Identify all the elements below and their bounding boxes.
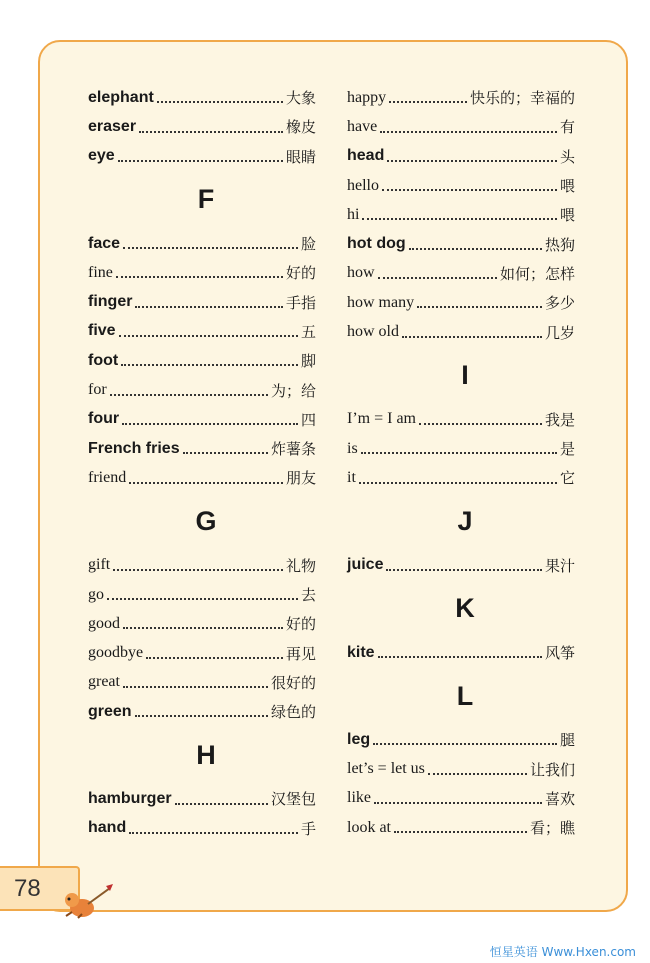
chinese-meaning: 我是 [544,410,575,429]
section-letter: F [197,184,215,215]
leader-dots [129,482,283,484]
chinese-meaning: 脚 [300,352,316,371]
english-word: great [88,673,120,691]
section-letter: G [195,506,217,537]
chinese-meaning: 很好的 [270,673,316,692]
section-letter: K [455,593,475,624]
leader-dots [113,569,283,571]
vocab-entry [88,784,316,813]
english-word: gift [88,556,111,574]
vocab-entry [88,551,316,580]
vocab-entry [347,754,575,783]
leader-dots [118,160,283,162]
leader-dots [157,101,283,103]
english-word: how many [347,293,415,311]
leader-dots [428,773,527,775]
chinese-meaning: 风筝 [544,644,575,662]
english-word: it [347,468,356,486]
chinese-meaning: 绿色的 [270,703,316,722]
leader-dots [389,101,467,103]
leader-dots [139,131,283,133]
leader-dots [123,686,268,688]
chinese-meaning: 多少 [544,294,575,313]
leader-dots [135,306,283,308]
english-word: hello [347,176,379,194]
chinese-meaning: 看；瞧 [529,819,575,838]
chinese-meaning: 它 [559,469,575,488]
vocab-entry [88,814,316,843]
section-letter: I [461,360,469,391]
chinese-meaning: 好的 [285,264,316,283]
vocab-entry [347,463,575,492]
vocab-entry [88,287,316,316]
right-column [347,83,575,842]
english-word: friend [88,468,127,486]
english-word: four [88,410,120,428]
vocab-entry [88,229,316,258]
leader-dots [116,276,283,278]
chinese-meaning: 汉堡包 [270,790,316,809]
vocab-entry [88,580,316,609]
chinese-meaning: 几岁 [544,323,575,342]
english-word: go [88,585,104,603]
vocab-entry [347,725,575,754]
vocab-entry [88,346,316,375]
english-word: head [347,147,385,165]
section-letter: L [456,680,474,711]
english-word: kite [347,643,375,661]
english-word: juice [347,556,384,574]
leader-dots [374,802,542,804]
vocab-entry [88,317,316,346]
vocab-entry [347,405,575,434]
leader-dots [119,335,298,337]
chinese-meaning: 腿 [559,731,575,750]
vocab-entry [347,638,575,667]
leader-dots [362,218,557,220]
chinese-meaning: 有 [559,118,575,137]
english-word: hot dog [347,235,406,253]
english-word: leg [347,730,371,748]
vocab-entry [347,317,575,346]
leader-dots [417,306,542,308]
english-word: face [88,234,121,252]
leader-dots [146,657,283,659]
vocab-entry [88,258,316,287]
vocab-entry [88,375,316,404]
leader-dots [175,803,268,805]
english-word: is [347,439,358,457]
english-word: how old [347,323,399,341]
leader-dots [380,131,557,133]
vocab-entry [88,697,316,726]
vocab-entry [88,83,316,112]
english-word: goodbye [88,644,144,662]
vocab-entry [347,434,575,463]
leader-dots [361,452,557,454]
chinese-meaning: 喂 [559,177,575,196]
leader-dots [359,482,557,484]
english-word: foot [88,351,119,369]
chinese-meaning: 朋友 [285,469,316,488]
chinese-meaning: 礼物 [285,556,316,575]
english-word: happy [347,88,387,106]
leader-dots [394,831,527,833]
leader-dots [378,277,497,279]
leader-dots [123,247,298,249]
chinese-meaning: 喂 [559,206,575,225]
leader-dots [123,627,283,629]
chinese-meaning: 喜欢 [544,789,575,808]
chinese-meaning: 热狗 [544,235,575,254]
chinese-meaning: 橡皮 [285,118,316,137]
leader-dots [382,189,557,191]
english-word: eraser [88,117,137,135]
english-word: good [88,614,120,632]
section-letter: J [457,506,473,537]
chinese-meaning: 果汁 [544,556,575,575]
vocab-entry [347,551,575,580]
chinese-meaning: 好的 [285,615,316,634]
chinese-meaning: 去 [300,586,316,604]
vocab-entry [88,112,316,141]
vocab-entry [347,112,575,141]
chinese-meaning: 是 [559,440,575,459]
vocab-entry [347,784,575,813]
chinese-meaning: 如何；怎样 [499,264,575,283]
english-word: how [347,264,375,282]
english-word: five [88,322,116,340]
leader-dots [107,598,298,600]
chinese-meaning: 手 [300,819,316,838]
english-word: look at [347,818,391,836]
leader-dots [373,743,557,745]
vocab-entry [88,142,316,171]
vocab-entry [347,83,575,112]
english-word: hi [347,205,360,223]
left-column [88,83,316,843]
vocab-entry [347,288,575,317]
chinese-meaning: 五 [300,322,316,341]
leader-dots [183,452,268,454]
english-word: hand [88,819,127,837]
chinese-meaning: 手指 [285,293,316,312]
english-word: French fries [88,439,180,457]
vocab-entry [88,609,316,638]
leader-dots [386,569,542,571]
english-word: let’s = let us [347,760,425,778]
vocab-entry [88,638,316,667]
leader-dots [122,423,298,425]
vocab-entry [88,668,316,697]
english-word: elephant [88,88,154,106]
leader-dots [378,656,542,658]
leader-dots [121,364,298,366]
chinese-meaning: 快乐的；幸福的 [469,89,575,108]
vocab-entry [88,434,316,463]
leader-dots [419,423,542,425]
vocab-entry [347,813,575,842]
vocab-entry [347,200,575,229]
leader-dots [387,160,557,162]
chinese-meaning: 为；给 [270,381,316,400]
page-number: 78 [0,866,80,911]
english-word: green [88,702,132,720]
english-word: eye [88,147,115,165]
vocab-entry [88,463,316,492]
chinese-meaning: 炸薯条 [270,440,316,459]
chinese-meaning: 头 [559,147,575,166]
vocab-entry [347,171,575,200]
chinese-meaning: 眼睛 [285,147,316,166]
vocab-entry [347,142,575,171]
english-word: have [347,117,378,135]
english-word: fine [88,263,113,281]
english-word: I’m = I am [347,410,416,428]
leader-dots [402,336,542,338]
leader-dots [129,832,298,834]
chinese-meaning: 大象 [285,89,316,108]
chinese-meaning: 再见 [285,644,316,663]
english-word: like [347,789,371,807]
leader-dots [110,394,268,396]
english-word: for [88,381,107,399]
leader-dots [135,715,268,717]
vocab-entry [347,229,575,258]
vocab-entry [347,259,575,288]
english-word: hamburger [88,789,172,807]
leader-dots [409,248,542,250]
watermark: 恒星英语 Www.Hxen.com [489,945,636,959]
vocab-entry [88,405,316,434]
english-word: finger [88,293,133,311]
chinese-meaning: 脸 [300,235,316,254]
chinese-meaning: 让我们 [529,760,575,779]
section-letter: H [196,739,216,770]
chinese-meaning: 四 [300,410,316,429]
mascot-icon [58,882,114,922]
